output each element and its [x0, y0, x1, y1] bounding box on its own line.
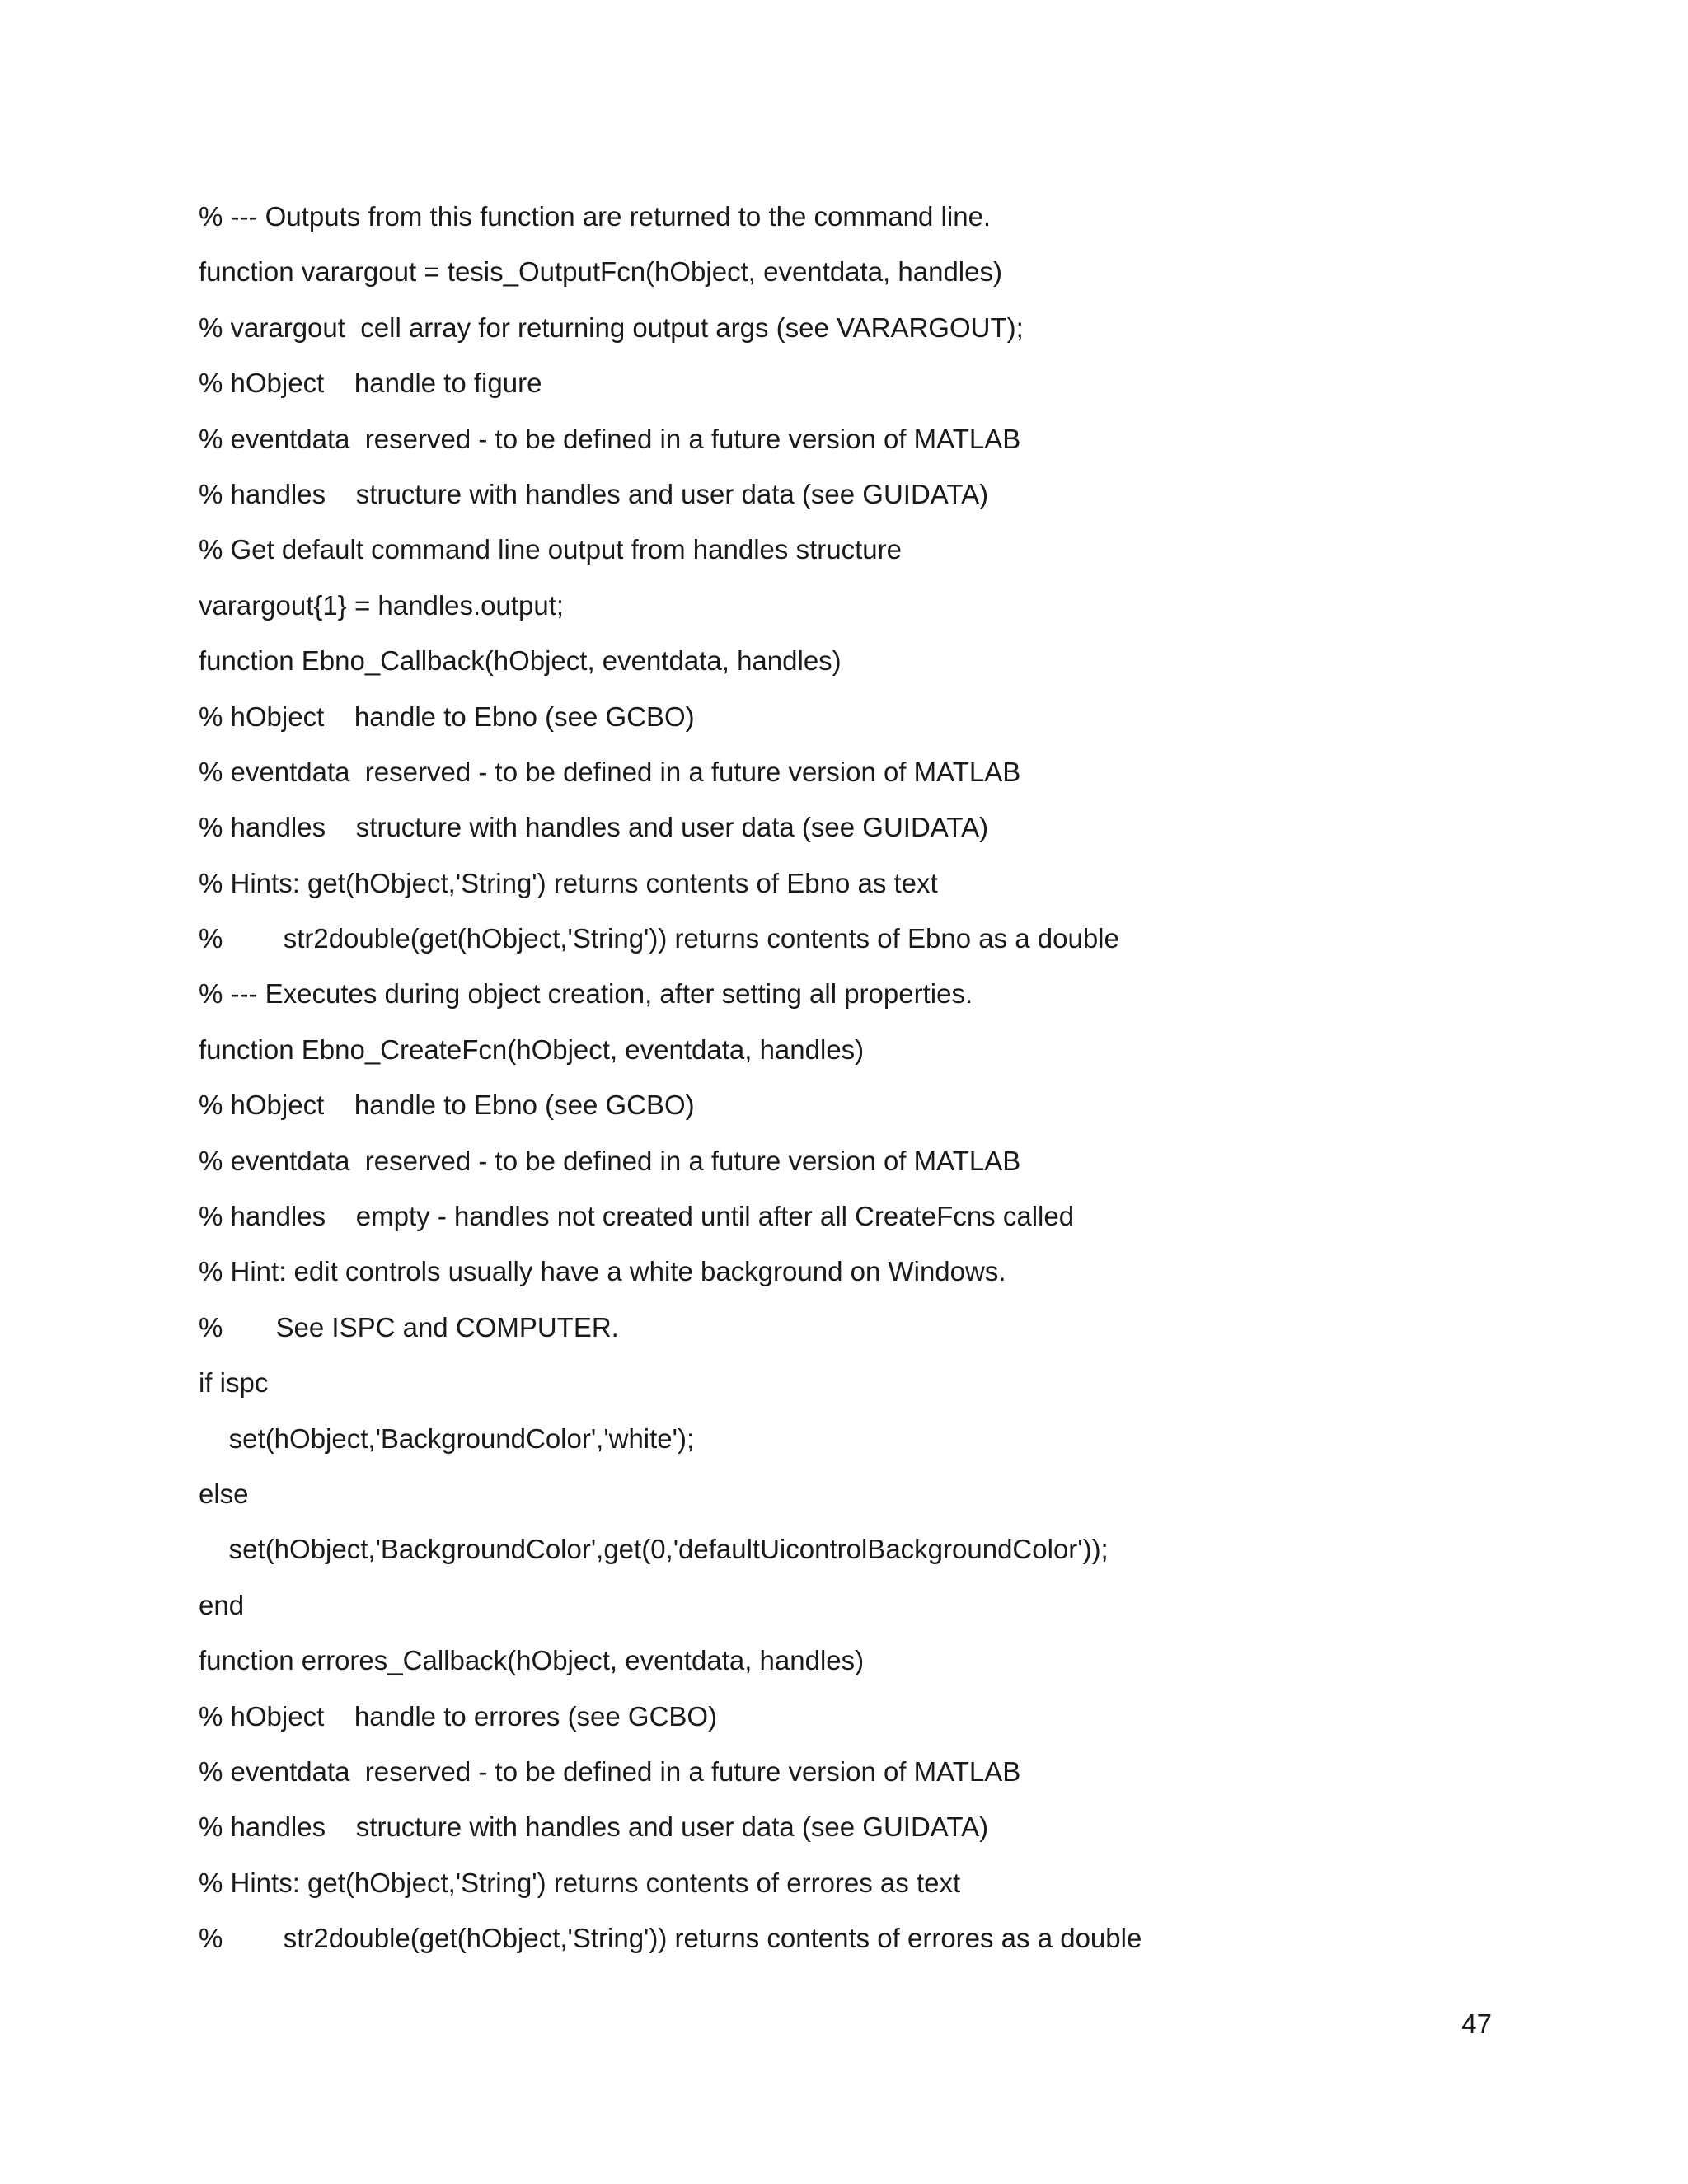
code-line: end: [199, 1589, 245, 1620]
code-line: % --- Outputs from this function are returned to the command line.: [199, 201, 992, 232]
code-line: % handles structure with handles and user data (see GUIDATA): [199, 478, 989, 509]
code-listing: [199, 200, 1600, 1978]
code-line: % hObject handle to Ebno (see GCBO): [199, 1090, 695, 1121]
code-line: % str2double(get(hObject,'String')) returns contents of errores as a double: [199, 1923, 1142, 1954]
code-line: function Ebno_CreateFcn(hObject, eventdata, handles): [199, 1033, 865, 1065]
code-line: % eventdata reserved - to be defined in a future version of MATLAB: [199, 1145, 1021, 1176]
code-line: % varargout cell array for returning output args (see VARARGOUT);: [199, 312, 1024, 343]
code-line: set(hObject,'BackgroundColor',get(0,'defaultUicontrolBackgroundColor'));: [199, 1534, 1109, 1565]
code-line: % Get default command line output from handles structure: [199, 534, 902, 565]
code-line: % hObject handle to errores (see GCBO): [199, 1700, 718, 1732]
code-line: % handles structure with handles and user data (see GUIDATA): [199, 812, 989, 843]
code-line: else: [199, 1478, 249, 1509]
code-line: function varargout = tesis_OutputFcn(hObject, eventdata, handles): [199, 256, 1002, 288]
code-line: % handles empty - handles not created until after all CreateFcns called: [199, 1201, 1075, 1232]
code-line: varargout{1} = handles.output;: [199, 589, 565, 621]
code-line: % --- Executes during object creation, after setting all properties.: [199, 978, 973, 1010]
code-line: function Ebno_Callback(hObject, eventdata, handles): [199, 645, 842, 677]
code-line: % eventdata reserved - to be defined in a future version of MATLAB: [199, 423, 1021, 454]
code-line: % hObject handle to figure: [199, 368, 542, 399]
code-line: % Hint: edit controls usually have a white background on Windows.: [199, 1256, 1006, 1287]
code-line: function errores_Callback(hObject, eventdata, handles): [199, 1645, 865, 1676]
code-line: % Hints: get(hObject,'String') returns contents of Ebno as text: [199, 867, 938, 898]
code-line: % handles structure with handles and user data (see GUIDATA): [199, 1811, 989, 1843]
code-line: if ispc: [199, 1367, 269, 1399]
code-line: % eventdata reserved - to be defined in a future version of MATLAB: [199, 1755, 1021, 1787]
code-line: % Hints: get(hObject,'String') returns contents of errores as text: [199, 1867, 961, 1898]
code-line: % hObject handle to Ebno (see GCBO): [199, 701, 695, 732]
code-line: % eventdata reserved - to be defined in a future version of MATLAB: [199, 756, 1021, 787]
page-number: 47: [1461, 2008, 1492, 2039]
code-line: % See ISPC and COMPUTER.: [199, 1311, 619, 1343]
code-line: % str2double(get(hObject,'String')) returns contents of Ebno as a double: [199, 923, 1119, 954]
code-line: set(hObject,'BackgroundColor','white');: [199, 1422, 695, 1454]
